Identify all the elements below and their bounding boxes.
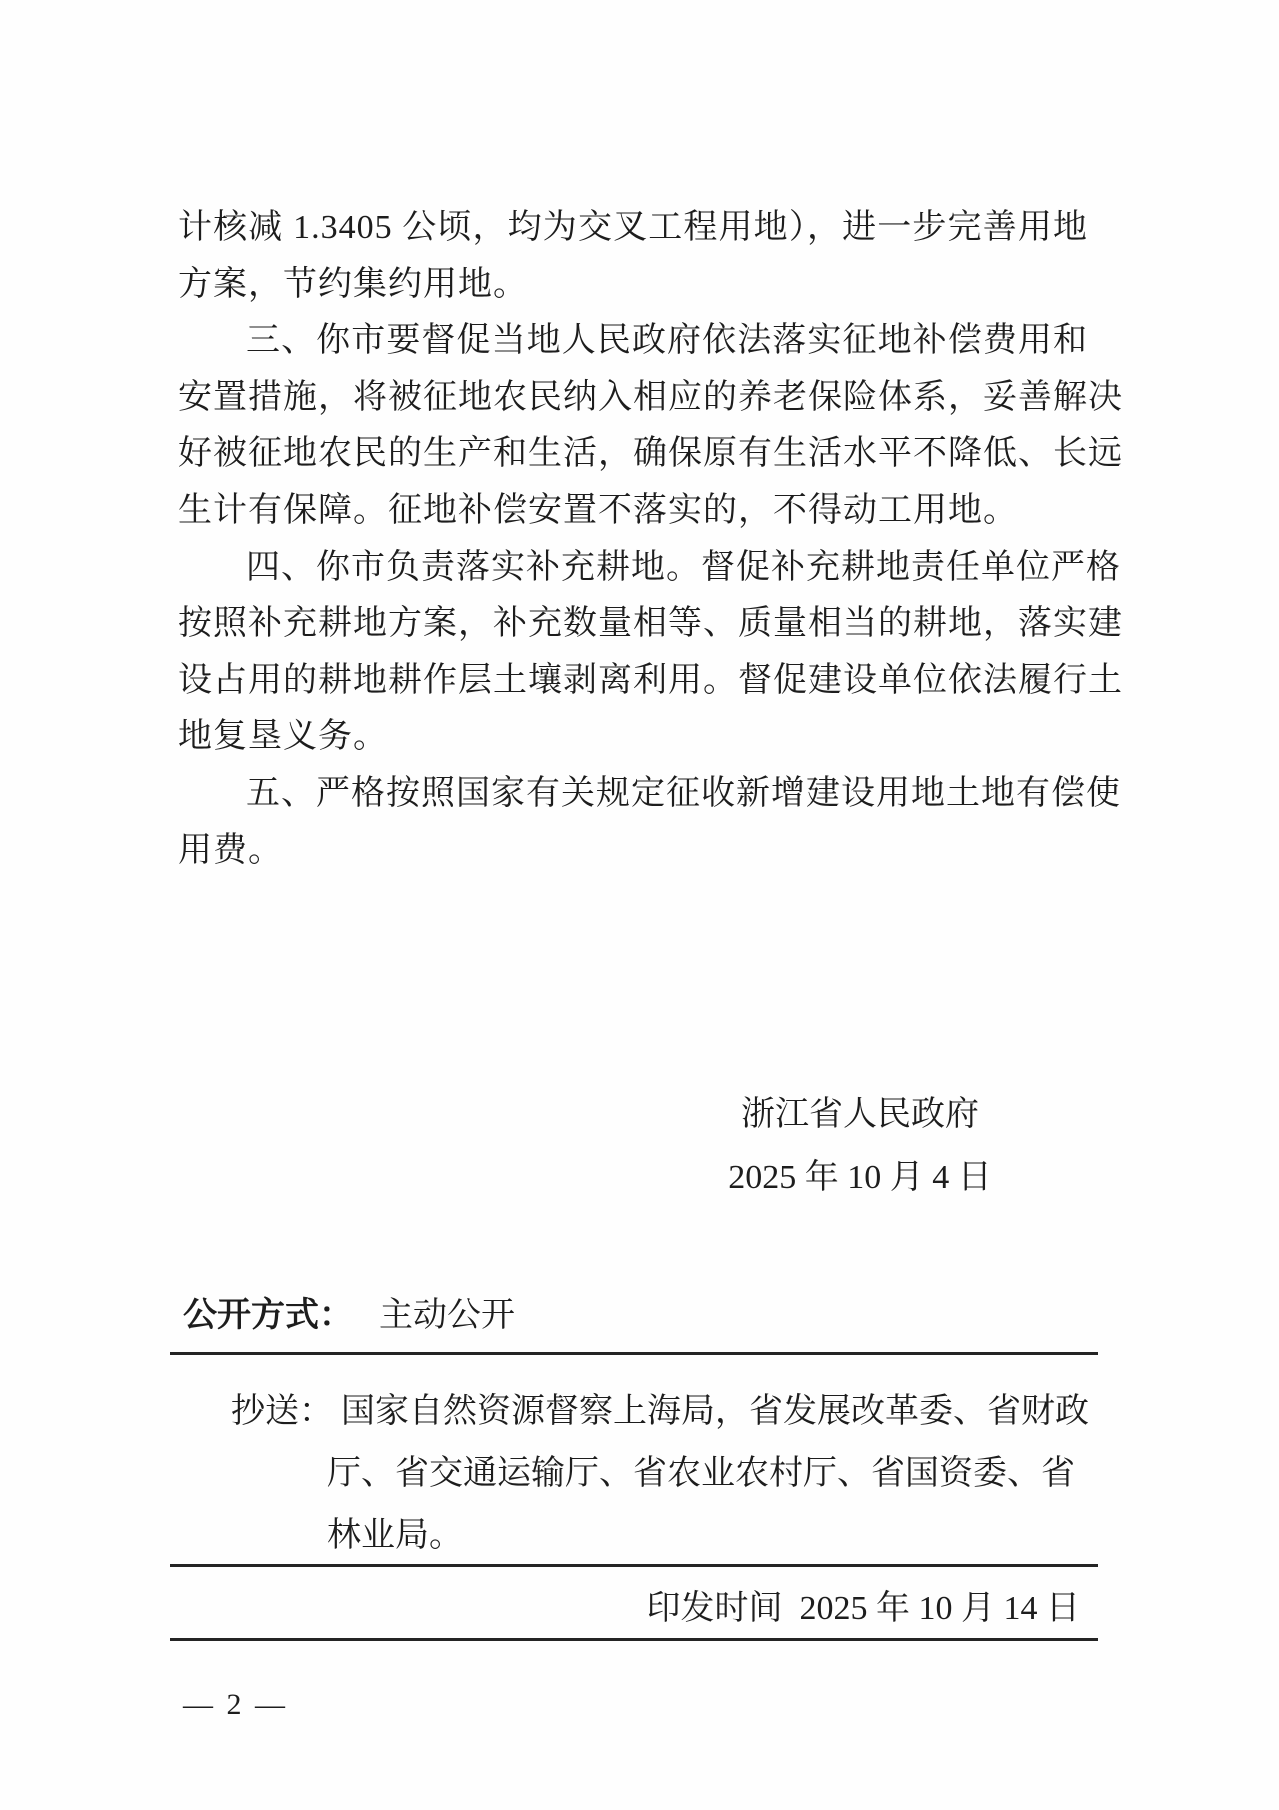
body-line-item-four: 四、你市负责落实补充耕地。督促补充耕地责任单位严格 (246, 548, 1121, 586)
publicity-value: 主动公开 (379, 1297, 515, 1334)
divider-line-bottom (170, 1638, 1098, 1641)
body-line: 地复垦义务。 (178, 718, 388, 756)
cc-text: 国家自然资源督察上海局，省发展改革委、省财政 (341, 1393, 1089, 1430)
signature-issuer: 浙江省人民政府 (741, 1096, 979, 1133)
publicity-label: 公开方式： (183, 1296, 353, 1334)
cc-line: 厅、省交通运输厅、省农业农村厅、省国资委、省 (327, 1455, 1075, 1492)
body-line: 设占用的耕地耕作层土壤剥离利用。督促建设单位依法履行土 (178, 661, 1123, 699)
body-line: 用费。 (178, 831, 283, 869)
body-line: 按照补充耕地方案，补充数量相等、质量相当的耕地，落实建 (178, 605, 1123, 643)
signature-block (700, 1095, 1020, 1198)
cc-block (231, 1381, 1101, 1567)
publicity-row (183, 1287, 515, 1336)
cc-line: 林业局。 (327, 1517, 463, 1554)
body-line-item-three: 三、你市要督促当地人民政府依法落实征地补偿费用和 (246, 322, 1088, 360)
print-time: 印发时间 2025 年 10 月 14 日 (646, 1590, 1080, 1627)
divider-line-middle (170, 1564, 1098, 1567)
body-line-item-five: 五、严格按照国家有关规定征收新增建设用地土地有偿使 (246, 774, 1121, 812)
body-text (178, 200, 1123, 879)
cc-line (231, 1381, 1101, 1443)
body-line: 好被征地农民的生产和生活，确保原有生活水平不降低、长远 (178, 435, 1123, 473)
body-line: 安置措施，将被征地农民纳入相应的养老保险体系，妥善解决 (178, 378, 1123, 416)
body-line: 生计有保障。征地补偿安置不落实的，不得动工用地。 (178, 491, 1018, 529)
body-line: 方案，节约集约用地。 (178, 265, 528, 303)
divider-line-top (170, 1352, 1098, 1355)
signature-date: 2025 年 10 月 4 日 (728, 1159, 992, 1196)
cc-label: 抄送： (231, 1393, 333, 1430)
body-line: 计核减 1.3405 公顷，均为交叉工程用地），进一步完善用地 (178, 209, 1088, 246)
page-number: — 2 — (183, 1688, 288, 1721)
